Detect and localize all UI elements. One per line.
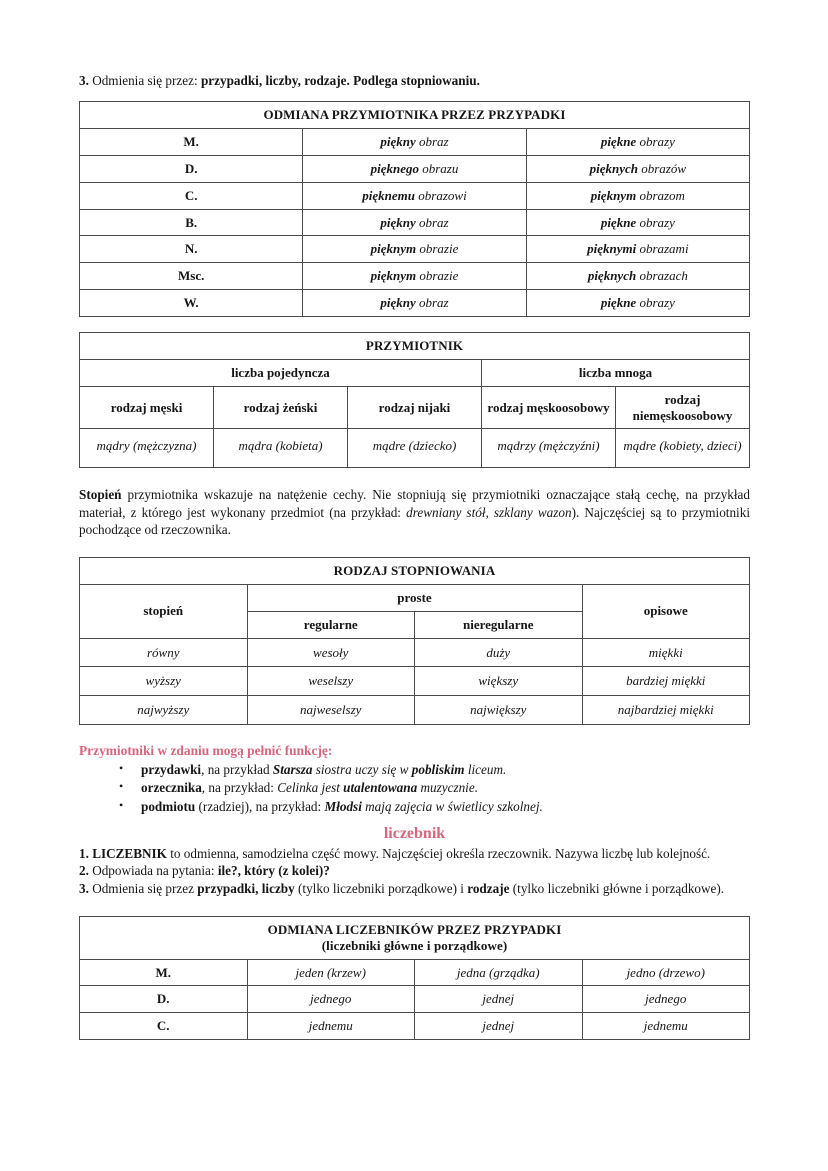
inflected-form: pięknymi bbox=[587, 241, 637, 257]
noun-form: obrazach bbox=[636, 268, 688, 284]
case-singular bbox=[303, 236, 526, 263]
table-row bbox=[80, 986, 750, 1013]
case-plural bbox=[526, 209, 749, 236]
inflected-form: piękny bbox=[380, 134, 416, 150]
point-number: 3. bbox=[79, 881, 89, 897]
function-example-bold: Starsza bbox=[272, 762, 313, 778]
case-singular bbox=[303, 209, 526, 236]
gender-header: rodzaj męskoosobowy bbox=[482, 386, 616, 429]
intro-number: 3. bbox=[79, 73, 89, 88]
case-label: B. bbox=[80, 209, 303, 236]
noun-form: obrazy bbox=[636, 295, 675, 311]
case-plural bbox=[526, 290, 749, 317]
function-text: , na przykład bbox=[201, 762, 273, 778]
table-row bbox=[80, 102, 750, 129]
numeral-neuter: jednego bbox=[582, 986, 750, 1013]
function-example: Celinka jest bbox=[277, 780, 344, 796]
simple-column-header: proste bbox=[247, 584, 582, 611]
gender-example: mądry (mężczyzna) bbox=[80, 429, 214, 468]
point-number: 1. bbox=[79, 845, 89, 861]
function-name: przydawki bbox=[141, 762, 202, 778]
case-label: C. bbox=[80, 1013, 248, 1040]
list-item bbox=[79, 798, 750, 816]
table-row bbox=[80, 263, 750, 290]
case-plural bbox=[526, 182, 749, 209]
noun-form: obraz bbox=[415, 214, 449, 230]
inflected-form: piękne bbox=[600, 134, 637, 150]
irregular-column-header: nieregularne bbox=[415, 611, 583, 638]
degree-examples: drewniany stół, szklany wazon bbox=[406, 504, 572, 520]
degree-column-header: stopień bbox=[80, 584, 248, 638]
table-title: PRZYMIOTNIK bbox=[80, 333, 750, 360]
function-example: muzycznie. bbox=[417, 780, 478, 796]
numeral-masculine: jednemu bbox=[247, 1013, 415, 1040]
case-plural bbox=[526, 263, 749, 290]
inflected-form: piękne bbox=[600, 295, 637, 311]
table-row bbox=[80, 696, 750, 725]
table-row bbox=[80, 667, 750, 696]
section-heading-liczebnik: liczebnik bbox=[383, 824, 446, 842]
table-row bbox=[80, 333, 750, 360]
numeral-neuter: jedno (drzewo) bbox=[582, 959, 750, 986]
point-number: 2. bbox=[79, 863, 89, 879]
point-bold: rodzaje bbox=[467, 881, 510, 897]
noun-form: obrazy bbox=[636, 134, 675, 150]
function-text: (rzadziej), na przykład: bbox=[195, 798, 325, 814]
spacer bbox=[79, 725, 750, 743]
case-label: M. bbox=[80, 959, 248, 986]
table-degree-types-body bbox=[80, 557, 750, 724]
gender-example: mądre (kobiety, dzieci) bbox=[616, 429, 750, 468]
table-adjective-cases-body bbox=[80, 102, 750, 317]
spacer bbox=[79, 468, 750, 486]
list-item bbox=[79, 779, 750, 797]
degree-descriptive: najbardziej miękki bbox=[582, 696, 750, 725]
numeral-neuter: jednemu bbox=[582, 1013, 750, 1040]
degree-paragraph bbox=[79, 486, 750, 539]
degree-text-1: przymiotnika wskazuje na natężenie cechy. Nie stopniują się przymiotniki oznaczające stałą cechę, na przykład materiał, z którego jest wykonany przedmiot (na przykład: bbox=[79, 487, 750, 520]
case-singular bbox=[303, 290, 526, 317]
degree-name: wyższy bbox=[80, 667, 248, 696]
inflected-form: pięknym bbox=[370, 268, 417, 284]
numeral-point-3 bbox=[79, 880, 750, 898]
numeral-masculine: jeden (krzew) bbox=[247, 959, 415, 986]
numeral-point-1 bbox=[79, 845, 750, 863]
table-row bbox=[80, 429, 750, 468]
spacer bbox=[79, 898, 750, 916]
case-label: N. bbox=[80, 236, 303, 263]
table-title: RODZAJ STOPNIOWANIA bbox=[80, 557, 750, 584]
degree-text-2: ). Najczęściej są to przymiotniki pochodzące od rzeczownika. bbox=[79, 504, 750, 538]
intro-text: Odmienia się przez: bbox=[88, 73, 201, 88]
table-title-main: ODMIANA LICZEBNIKÓW PRZEZ PRZYPADKI bbox=[267, 921, 562, 937]
gender-header: rodzaj nijaki bbox=[348, 386, 482, 429]
inflected-form: piękny bbox=[380, 214, 416, 230]
table-title: ODMIANA PRZYMIOTNIKA PRZEZ PRZYPADKI bbox=[80, 102, 750, 129]
case-label: C. bbox=[80, 182, 303, 209]
inflected-form: pięknego bbox=[370, 160, 419, 176]
point-bold: przypadki, liczby bbox=[197, 881, 295, 897]
point-text: Odpowiada na pytania: bbox=[88, 863, 218, 879]
gender-example: mądre (dziecko) bbox=[348, 429, 482, 468]
case-singular bbox=[303, 263, 526, 290]
case-singular bbox=[303, 155, 526, 182]
table-adjective-genders bbox=[79, 332, 750, 468]
case-singular bbox=[303, 129, 526, 156]
table-row bbox=[80, 209, 750, 236]
case-label: Msc. bbox=[80, 263, 303, 290]
case-plural bbox=[526, 155, 749, 182]
degree-descriptive: bardziej miękki bbox=[582, 667, 750, 696]
gender-header: rodzaj niemęskoosobowy bbox=[616, 386, 750, 429]
degree-regular: wesoły bbox=[247, 638, 415, 667]
table-row bbox=[80, 155, 750, 182]
table-row bbox=[80, 359, 750, 386]
spacer bbox=[79, 539, 750, 557]
gender-example: mądrzy (mężczyźni) bbox=[482, 429, 616, 468]
table-row bbox=[80, 182, 750, 209]
regular-column-header: regularne bbox=[247, 611, 415, 638]
case-label: D. bbox=[80, 155, 303, 182]
noun-form: obrazy bbox=[636, 214, 675, 230]
degree-irregular: duży bbox=[415, 638, 583, 667]
degree-regular: najweselszy bbox=[247, 696, 415, 725]
table-row bbox=[80, 916, 750, 959]
table-degree-types bbox=[79, 557, 750, 725]
function-example: mają zajęcia w świetlicy szkolnej. bbox=[361, 798, 543, 814]
spacer bbox=[79, 317, 750, 332]
inflected-form: pięknym bbox=[370, 241, 417, 257]
number-singular-header: liczba pojedyncza bbox=[80, 359, 482, 386]
function-example: liceum. bbox=[464, 762, 507, 778]
table-row bbox=[80, 584, 750, 611]
function-example-bold: pobliskim bbox=[411, 762, 465, 778]
table-row bbox=[80, 129, 750, 156]
table-title bbox=[80, 916, 750, 959]
case-plural bbox=[526, 236, 749, 263]
numeral-feminine: jednej bbox=[415, 1013, 583, 1040]
case-label: W. bbox=[80, 290, 303, 317]
number-plural-header: liczba mnoga bbox=[482, 359, 750, 386]
spacer bbox=[79, 816, 750, 825]
noun-form: obrazowi bbox=[415, 187, 467, 203]
noun-form: obrazom bbox=[636, 187, 685, 203]
degree-regular: weselszy bbox=[247, 667, 415, 696]
noun-form: obrazie bbox=[416, 268, 459, 284]
table-numeral-cases-body bbox=[80, 916, 750, 1039]
inflected-form: pięknym bbox=[590, 187, 637, 203]
intro-bold: przypadki, liczby, rodzaje. Podlega stopniowaniu. bbox=[200, 73, 480, 88]
inflected-form: piękne bbox=[600, 214, 637, 230]
noun-form: obrazie bbox=[416, 241, 459, 257]
inflected-form: piękny bbox=[380, 295, 416, 311]
table-row bbox=[80, 557, 750, 584]
function-text: , na przykład: bbox=[201, 780, 278, 796]
degree-term: Stopień bbox=[79, 487, 122, 503]
table-numeral-cases bbox=[79, 916, 750, 1040]
noun-form: obrazu bbox=[419, 160, 459, 176]
table-title-subtitle: (liczebniki główne i porządkowe) bbox=[321, 937, 508, 953]
descriptive-column-header: opisowe bbox=[582, 584, 750, 638]
functions-list bbox=[79, 761, 750, 816]
numeral-feminine: jednej bbox=[415, 986, 583, 1013]
point-text: (tylko liczebniki główne i porządkowe). bbox=[509, 881, 725, 897]
intro-line bbox=[79, 72, 750, 89]
function-example-bold: Młodsi bbox=[324, 798, 362, 814]
table-row bbox=[80, 959, 750, 986]
degree-descriptive: miękki bbox=[582, 638, 750, 667]
table-adjective-cases bbox=[79, 101, 750, 317]
function-name: orzecznika bbox=[141, 780, 202, 796]
noun-form: obrazami bbox=[636, 241, 689, 257]
table-row bbox=[80, 1013, 750, 1040]
noun-form: obraz bbox=[415, 134, 449, 150]
point-text: (tylko liczebniki porządkowe) i bbox=[294, 881, 468, 897]
function-name: podmiotu bbox=[141, 798, 196, 814]
inflected-form: pięknych bbox=[589, 160, 638, 176]
table-row bbox=[80, 236, 750, 263]
list-item bbox=[79, 761, 750, 779]
gender-header: rodzaj męski bbox=[80, 386, 214, 429]
point-questions: ile?, który (z kolei)? bbox=[217, 863, 330, 879]
point-text: Odmienia się przez bbox=[88, 881, 198, 897]
table-adjective-genders-body bbox=[80, 333, 750, 468]
point-text: to odmienna, samodzielna część mowy. Najczęściej określa rzeczownik. Nazywa liczbę lub kolejność. bbox=[166, 845, 711, 861]
numeral-masculine: jednego bbox=[247, 986, 415, 1013]
function-example-bold: utalentowana bbox=[343, 780, 418, 796]
case-plural bbox=[526, 129, 749, 156]
inflected-form: pięknemu bbox=[362, 187, 416, 203]
degree-irregular: większy bbox=[415, 667, 583, 696]
functions-heading: Przymiotniki w zdaniu mogą pełnić funkcję: bbox=[79, 743, 333, 759]
numeral-point-2 bbox=[79, 862, 750, 880]
degree-name: najwyższy bbox=[80, 696, 248, 725]
noun-form: obraz bbox=[415, 295, 449, 311]
table-row bbox=[80, 638, 750, 667]
table-row bbox=[80, 386, 750, 429]
numeral-feminine: jedna (grządka) bbox=[415, 959, 583, 986]
function-example: siostra uczy się w bbox=[312, 762, 412, 778]
point-term: LICZEBNIK bbox=[88, 845, 167, 861]
case-singular bbox=[303, 182, 526, 209]
inflected-form: pięknych bbox=[587, 268, 637, 284]
gender-example: mądra (kobieta) bbox=[214, 429, 348, 468]
degree-irregular: największy bbox=[415, 696, 583, 725]
degree-name: równy bbox=[80, 638, 248, 667]
case-label: M. bbox=[80, 129, 303, 156]
case-label: D. bbox=[80, 986, 248, 1013]
gender-header: rodzaj żeński bbox=[214, 386, 348, 429]
noun-form: obrazów bbox=[638, 160, 687, 176]
numeral-points bbox=[79, 845, 750, 898]
table-row bbox=[80, 290, 750, 317]
